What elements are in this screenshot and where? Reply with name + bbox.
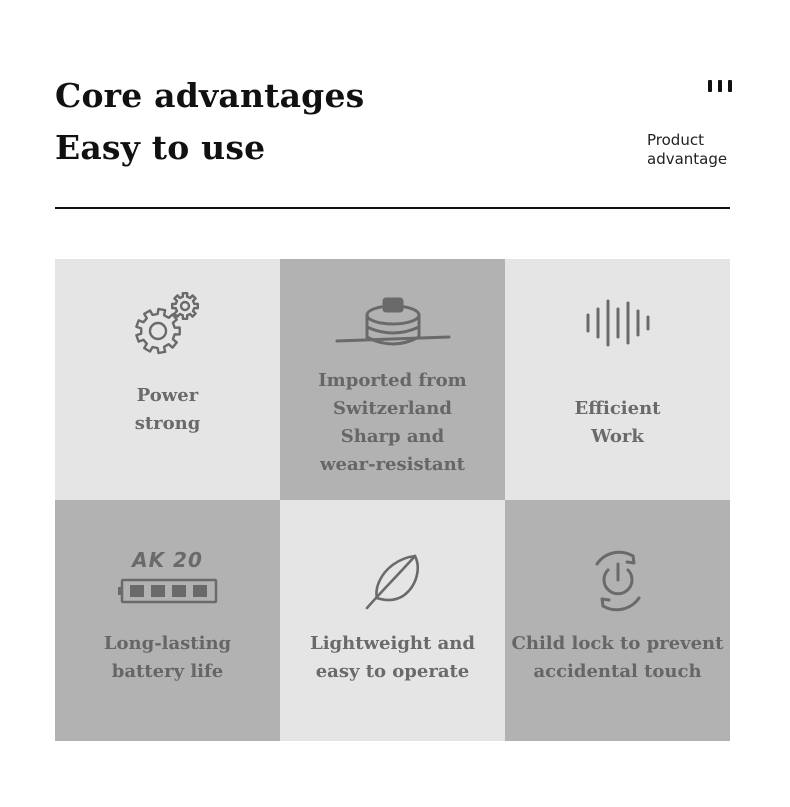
trimmer-head-icon [335, 297, 451, 353]
feature-tile-efficient [505, 259, 730, 500]
feature-tile-power [55, 259, 280, 500]
bars-icon [708, 80, 732, 92]
feather-icon [363, 552, 423, 612]
page-title: Core advantages [55, 76, 365, 115]
feature-tile-child-lock [505, 500, 730, 741]
section-tag [647, 131, 727, 169]
feature-label: Efficient Work [574, 398, 661, 447]
section-tag-line: Product [647, 131, 704, 149]
feature-tile-battery [55, 500, 280, 741]
feature-label: Imported from Switzerland Sharp and wear-resistant [318, 370, 467, 475]
battery-icon [118, 548, 218, 606]
feature-label: Power strong [134, 385, 201, 434]
feature-tile-lightweight [280, 500, 505, 741]
page-subtitle: Easy to use [55, 128, 266, 167]
sound-wave-icon [585, 299, 651, 347]
feature-tile-blade [280, 259, 505, 500]
divider [55, 207, 730, 209]
battery-badge: AK 20 [132, 548, 203, 572]
feature-label: Child lock to prevent accidental touch [511, 633, 724, 682]
feature-grid [55, 259, 730, 741]
feature-label: Lightweight and easy to operate [310, 633, 475, 682]
feature-label: Long-lasting battery life [103, 633, 232, 682]
power-icon [587, 550, 649, 612]
gears-icon [132, 291, 204, 357]
section-tag-line: advantage [647, 150, 728, 168]
